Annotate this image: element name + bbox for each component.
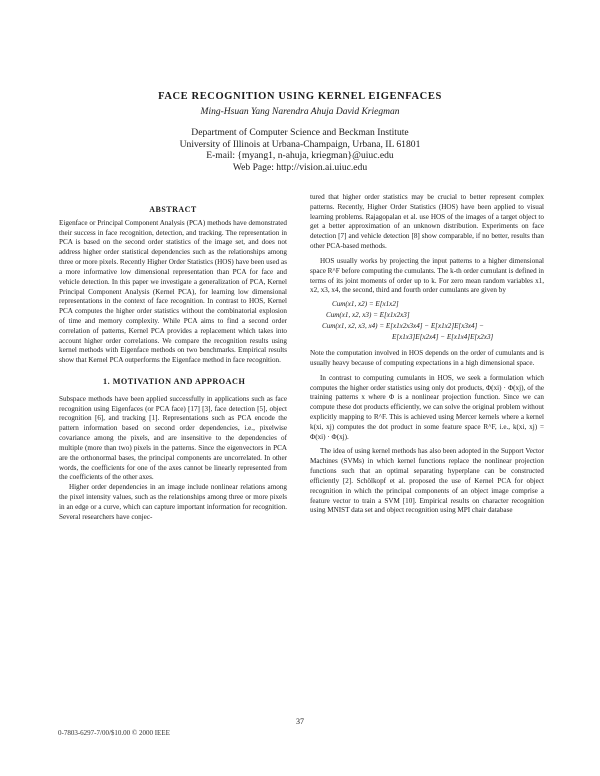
- body-paragraph: The idea of using kernel methods has also been adopted in the Support Vector Machines (SVMs) in which kernel functions replace the nonlinear projection functions such that an optimal separating hyperplane can be constructed efficiently [2]. Schölkopf et al. proposed the use of Kernel PCA for object recognition in which the principal components of an object image comprise a feature vector to train a SVM [10]. Empirical results on character recognition using MNIST data set and object recognition using MPI chair database: [310, 447, 544, 515]
- body-paragraph: Subspace methods have been applied successfully in applications such as face recognition using Eigenfaces (or PCA face) [17] [3], face detection [5], object recognition [6], and tracking [1]. Representations such as PCA encode the pattern information based on second order dependencies, i.e., pixelwise covariance among the pixels, and are insensitive to the dependencies of multiple (more than two) pixels in the patterns. Since the eigenvectors in PCA are the orthonormal bases, the principal components are uncorrelated. In other words, the coefficients for one of the axes cannot be linearly represented from the coefficients of the other axes.: [59, 394, 287, 482]
- affiliation-webpage: Web Page: http://vision.ai.uiuc.edu: [232, 161, 368, 173]
- page-number: 37: [296, 717, 304, 726]
- equation-fourth-order-cont: E[x1x3]E[x2x4] − E[x1x4]E[x2x3]: [392, 333, 494, 342]
- left-column: [59, 205, 287, 522]
- copyright-footer: 0-7803-6297-7/00/$10.00 © 2000 IEEE: [58, 729, 170, 737]
- body-paragraph: In contrast to computing cumulants in HOS, we seek a formulation which computes the higher order statistics using only dot products, Φ(xi) · Φ(xj), of the training patterns x where Φ is a nonlinear projection function. Since we can compute these dot products efficiently, we can solve the original problem without explicitly mapping to R^F. This is achieved using Mercer kernels where a kernel k(xi, xj) computes the dot product in some feature space R^F, i.e., k(xi, xj) = Φ(xi) · Φ(xj).: [310, 373, 544, 441]
- paper-title: FACE RECOGNITION USING KERNEL EIGENFACES: [158, 91, 442, 102]
- affiliation-department: Department of Computer Science and Beckman Institute: [191, 127, 409, 138]
- affiliation-block: [0, 127, 600, 173]
- body-paragraph: tured that higher order statistics may be crucial to better represent complex patterns. Recently, Higher Order Statistics (HOS) have been applied to visual learning problems. Rajagopalan et al. use HOS of the images of a target object to get a better approximation of an unknown distribution. Experiments on face detection [7] and vehicle detection [8] show comparable, if no better, results than other PCA-based methods.: [310, 193, 544, 251]
- affiliation-university: University of Illinois at Urbana-Champaign, Urbana, IL 61801: [179, 138, 421, 150]
- abstract-text: Eigenface or Principal Component Analysis (PCA) methods have demonstrated their success in face recognition, detection, and tracking. The representation in PCA is based on the second order statistics of the image set, and does not address higher order statistical dependencies such as the relationships among three or more pixels. Recently Higher Order Statistics (HOS) have been used as a more informative low dimensional representation than PCA for face and vehicle detection. In this paper we investigate a generalization of PCA, Kernel Principal Component Analysis (Kernel PCA), for learning low dimensional representations in the context of face recognition. In contrast to HOS, Kernel PCA computes the higher order statistics without the combinatorial explosion of time and memory complexity. While PCA aims to find a second order correlation of patterns, Kernel PCA provides a replacement which takes into account higher order correlations. We compare the recognition results using kernel methods with Eigenface methods on two benchmarks. Empirical results show that Kernel PCA outperforms the Eigenface method in face recognition.: [59, 218, 287, 365]
- right-column: [310, 193, 544, 516]
- cumulant-equations: [322, 299, 544, 343]
- equation-second-order: Cum(x1, x2) = E[x1x2]: [332, 300, 399, 309]
- body-paragraph: Higher order dependencies in an image include nonlinear relations among the pixel intensity values, such as the relationships among three or more pixels in an edge or a curve, which can capture important information for recognition. Several researchers have conjec-: [59, 483, 287, 521]
- author-list: Ming-Hsuan Yang Narendra Ahuja David Kriegman: [200, 107, 400, 117]
- section-heading: 1. MOTIVATION AND APPROACH: [103, 377, 246, 386]
- affiliation-email: E-mail: {myang1, n-ahuja, kriegman}@uiuc.edu: [206, 150, 394, 162]
- body-paragraph: HOS usually works by projecting the input patterns to a higher dimensional space R^F before computing the cumulants. The k-th order cumulant is defined in terms of its joint moments of order up to k. For zero mean random variables x1, x2, x3, x4, the second, third and fourth order cumulants are given by: [310, 256, 544, 295]
- equation-fourth-order: Cum(x1, x2, x3, x4) = E[x1x2x3x4] − E[x1x2]E[x3x4] −: [322, 322, 484, 331]
- equation-third-order: Cum(x1, x2, x3) = E[x1x2x3]: [326, 311, 410, 320]
- body-paragraph: Note the computation involved in HOS depends on the order of cumulants and is usually heavy because of computing expectations in a high dimensional space.: [310, 349, 544, 367]
- abstract-heading: ABSTRACT: [149, 205, 197, 214]
